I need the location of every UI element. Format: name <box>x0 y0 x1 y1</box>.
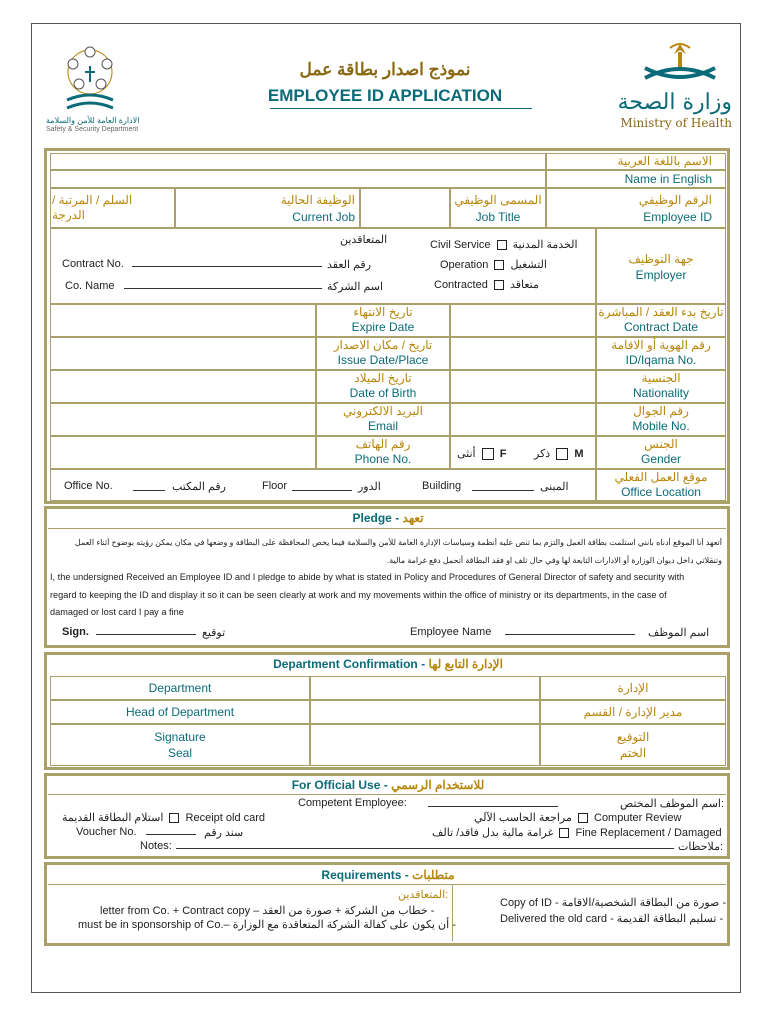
req-line-1: letter from Co. + Contract copy – خطاب من الشركة + صورة من العقد - <box>100 905 435 917</box>
requirements-divider <box>48 884 726 885</box>
male-label-ar: ذكر <box>534 448 551 460</box>
seal-label-en: Seal <box>167 746 193 760</box>
computer-label-ar: مراجعة الحاسب الآلي <box>474 812 572 824</box>
building-line[interactable] <box>472 490 534 491</box>
notes-label-en: Notes: <box>140 840 172 852</box>
male-label-en: M <box>574 448 584 460</box>
contracted-label-en: Contracted <box>434 279 488 291</box>
req-right-1-ar: صورة من البطاقة الشخصية/الاقامة <box>561 897 720 909</box>
civil-service-label-en: Civil Service <box>430 239 491 251</box>
fine-checkbox[interactable] <box>559 828 569 838</box>
employee-name-label-ar: اسم الموظف <box>648 627 710 639</box>
req-line-2: must be in sponsorship of Co.– أن يكون على كفالة الشركة المتعاقدة مع الوزارة - <box>78 919 456 931</box>
female-label-en: F <box>499 448 507 460</box>
req-line-2-ar: أن يكون على كفالة الشركة المتعاقدة مع الوزارة <box>232 919 450 931</box>
form-title-arabic: نموذج اصدار بطاقة عمل <box>299 60 471 79</box>
competent-line[interactable] <box>428 806 558 807</box>
dob-label-ar: تاريخ الميلاد <box>354 371 412 385</box>
operation-option[interactable] <box>440 258 547 271</box>
issue-value[interactable] <box>450 337 596 370</box>
male-checkbox[interactable] <box>556 448 568 460</box>
expire-date-label-en: Expire Date <box>351 320 415 334</box>
mobile-value[interactable] <box>50 403 316 436</box>
nationality-label-ar: الجنسية <box>641 371 681 385</box>
pledge-title-ar: تعهد <box>402 511 424 525</box>
contract-no-label-ar: رقم العقد <box>327 259 371 271</box>
contract-date-label-ar: تاريخ بدء العقد / المباشرة <box>598 305 724 319</box>
department-title: Department Confirmation - الإدارة التابع لها <box>273 657 503 671</box>
name-english-label: Name in English <box>624 172 712 186</box>
mobile-label-en: Mobile No. <box>632 419 690 433</box>
sign-label-ar: توقيع <box>202 627 226 639</box>
civil-service-label-ar: الخدمة المدنية <box>512 239 578 251</box>
gender-label-ar: الجنس <box>644 437 678 451</box>
office-no-line[interactable] <box>133 490 165 491</box>
dob-value[interactable] <box>450 370 596 403</box>
computer-label-en: Computer Review <box>594 812 682 824</box>
competent-label-en: Competent Employee: <box>298 797 407 809</box>
employer-label-ar: جهة التوظيف <box>628 252 694 266</box>
req-right-2-en: Delivered the old card <box>500 913 608 925</box>
seal-label-ar: الختم <box>619 746 647 760</box>
head-label-ar: مدير الإدارة / القسم <box>583 705 683 719</box>
receipt-label-ar: استلام البطاقة القديمة <box>62 812 164 824</box>
contracted-option[interactable] <box>434 278 539 291</box>
req-right-2: Delivered the old card - تسليم البطاقة القديمة - <box>500 913 724 925</box>
co-name-label-ar: اسم الشركة <box>327 281 384 293</box>
safety-dept-arabic: الادارة العامة للأمن والسلامة <box>46 116 140 125</box>
receipt-label-en: Receipt old card <box>185 812 266 824</box>
floor-label-ar: الدور <box>358 481 381 493</box>
notes-line[interactable] <box>176 848 674 849</box>
expire-date-value[interactable] <box>450 304 596 337</box>
safety-dept-english: Safety & Security Department <box>46 126 139 133</box>
civil-service-option[interactable] <box>430 238 578 251</box>
operation-label-en: Operation <box>440 259 489 271</box>
contract-no-line[interactable] <box>132 266 322 267</box>
voucher-label-ar: سند رقم <box>204 827 244 839</box>
fine-option[interactable] <box>432 826 722 839</box>
signature-label-ar: التوقيع <box>616 730 650 744</box>
office-location-label-en: Office Location <box>621 485 701 499</box>
receipt-checkbox[interactable] <box>169 813 179 823</box>
phone-label-ar: رقم الهاتف <box>355 437 411 451</box>
contract-no-label-en: Contract No. <box>62 258 124 270</box>
req-line-1-en: letter from Co. + Contract copy <box>100 905 251 917</box>
dept-label-ar: الإدارة <box>617 681 649 695</box>
job-title-label-ar: المسمى الوظيفي <box>454 193 542 207</box>
id-number-value[interactable] <box>50 337 316 370</box>
pledge-divider <box>48 528 726 529</box>
head-value[interactable] <box>310 700 540 724</box>
contractors-req-label: المتعاقدين: <box>398 889 449 901</box>
gender-male-option[interactable] <box>534 447 584 460</box>
department-title-en: Department Confirmation <box>273 657 418 671</box>
req-right-2-ar: تسليم البطاقة القديمة <box>616 913 717 925</box>
current-job-label-ar: الوظيفة الحالية <box>280 193 355 207</box>
requirements-column-divider <box>452 885 453 941</box>
sign-line[interactable] <box>96 634 196 635</box>
id-label-ar: رقم الهوية أو الاقامة <box>611 338 711 352</box>
issue-label-ar: تاريخ / مكان الاصدار <box>333 338 433 352</box>
sign-label-en: Sign. <box>62 626 89 638</box>
phone-value[interactable] <box>50 436 316 469</box>
req-right-1: Copy of ID - صورة من البطاقة الشخصية/الاقامة - <box>500 897 727 909</box>
expire-date-label-ar: تاريخ الانتهاء <box>353 305 413 319</box>
dept-value[interactable] <box>310 676 540 700</box>
contract-date-value[interactable] <box>50 304 316 337</box>
voucher-label-en: Voucher No. <box>76 826 137 838</box>
req-right-1-en: Copy of ID <box>500 897 552 909</box>
official-use-title-en: For Official Use <box>291 778 381 792</box>
pledge-title: Pledge - تعهد <box>352 511 424 525</box>
moh-logo <box>640 40 720 90</box>
nationality-value[interactable] <box>50 370 316 403</box>
gender-female-option[interactable] <box>457 447 506 460</box>
rank-label: السلم / المرتبة / الدرجة <box>52 193 133 222</box>
job-title-field[interactable] <box>360 188 450 228</box>
voucher-line[interactable] <box>146 834 196 835</box>
dob-label-en: Date of Birth <box>349 386 417 400</box>
official-use-title-ar: للاستخدام الرسمي <box>391 778 485 792</box>
computer-checkbox[interactable] <box>578 813 588 823</box>
contracted-label-ar: متعاقد <box>509 279 539 291</box>
email-value[interactable] <box>450 403 596 436</box>
req-line-2-en: must be in sponsorship of Co. <box>78 919 224 931</box>
pledge-text-ar-1: أتعهد أنا الموقع أدناه بأنني استلمت بطاقة العمل والتزم بما تنص عليه أنظمة وسياسات الإدارة العامة للأمن والسلامة فيما يخص المحافظة على البطاقة و وضعها في مكان يمكن رؤيته بوضوح أثناء العمل <box>74 538 722 547</box>
name-english-field[interactable] <box>50 170 546 188</box>
id-label-en: ID/Iqama No. <box>625 353 697 367</box>
fine-label-ar: غرامة مالية بدل فاقد/ تالف <box>432 827 554 839</box>
floor-line[interactable] <box>292 490 352 491</box>
employer-label-en: Employer <box>635 268 687 282</box>
head-label-en: Head of Department <box>125 705 235 719</box>
office-location-label-ar: موقع العمل الفعلي <box>614 470 708 484</box>
dept-label-en: Department <box>148 681 212 695</box>
req-line-1-ar: خطاب من الشركة + صورة من العقد <box>262 905 428 917</box>
phone-label-en: Phone No. <box>354 452 412 466</box>
co-name-line[interactable] <box>124 288 322 289</box>
receipt-old-card-option[interactable] <box>62 811 265 824</box>
requirements-title-ar: متطلبات <box>412 868 455 882</box>
requirements-title: Requirements - متطلبات <box>321 868 455 882</box>
job-title-label-en: Job Title <box>475 210 521 224</box>
pledge-text-ar-2: وتنقلاتي داخل ديوان الوزارة أو الادارات التابعة لها وفي حال تلف او فقد البطاقة أتحمل دفع غرامة مالية. <box>387 556 722 565</box>
co-name-label-en: Co. Name <box>65 280 115 292</box>
fine-label-en: Fine Replacement / Damaged <box>575 827 722 839</box>
employee-id-label-en: Employee ID <box>643 210 712 224</box>
civil-service-checkbox[interactable] <box>497 240 507 250</box>
name-arabic-field[interactable] <box>50 153 546 170</box>
mobile-label-ar: رقم الجوال <box>633 404 689 418</box>
official-use-divider <box>48 794 726 795</box>
signature-value[interactable] <box>310 724 540 766</box>
pledge-text-en-3: damaged or lost card I pay a fine <box>50 607 184 617</box>
contractors-label: المتعاقدين <box>340 234 388 246</box>
title-underline <box>270 108 532 109</box>
safety-dept-logo <box>55 42 125 114</box>
requirements-title-en: Requirements <box>321 868 402 882</box>
contracted-checkbox[interactable] <box>494 280 504 290</box>
current-job-label-en: Current Job <box>292 210 355 224</box>
building-label-en: Building <box>422 480 462 492</box>
gender-label-en: Gender <box>640 452 682 466</box>
pledge-text-en-2: regard to keeping the ID and display it so it can be seen clearly at work and my movements within the office of ministry or its departments, in the case of <box>50 590 667 600</box>
nationality-label-en: Nationality <box>632 386 690 400</box>
signature-label-en: Signature <box>154 730 206 744</box>
name-arabic-label: الاسم باللغة العربية <box>617 154 712 168</box>
pledge-title-en: Pledge <box>352 511 392 525</box>
issue-label-en: Issue Date/Place <box>337 353 429 367</box>
office-no-label-ar: رقم المكتب <box>172 481 226 493</box>
computer-review-option[interactable] <box>474 811 681 824</box>
operation-label-ar: التشغيل <box>510 259 547 271</box>
moh-english: Ministry of Health <box>620 116 732 130</box>
female-label-ar: أنثى <box>457 448 476 460</box>
building-label-ar: المبنى <box>540 481 569 493</box>
female-checkbox[interactable] <box>482 448 494 460</box>
floor-label-en: Floor <box>262 480 288 492</box>
contract-date-label-en: Contract Date <box>623 320 699 334</box>
operation-checkbox[interactable] <box>494 260 504 270</box>
form-title-english: EMPLOYEE ID APPLICATION <box>267 86 503 105</box>
email-label-ar: البريد الالكتروني <box>342 404 424 418</box>
employee-name-line[interactable] <box>505 634 635 635</box>
employee-id-label-ar: الرقم الوظيفي <box>638 193 712 207</box>
moh-arabic: وزارة الصحة <box>617 90 732 115</box>
office-no-label-en: Office No. <box>64 480 113 492</box>
office-location-fields <box>50 469 596 501</box>
pledge-text-en-1: I, the undersigned Received an Employee ID and I pledge to abide by what is stated in Policy and Procedures of General Director of safety and security with <box>50 572 685 582</box>
official-use-title: For Official Use - للاستخدام الرسمي <box>291 778 485 792</box>
competent-label-ar: اسم الموظف المختص: <box>620 798 725 810</box>
notes-label-ar: ملاحظات: <box>678 841 724 853</box>
department-title-ar: الإدارة التابع لها <box>428 657 503 671</box>
employee-name-label-en: Employee Name <box>410 626 492 638</box>
email-label-en: Email <box>367 419 398 433</box>
